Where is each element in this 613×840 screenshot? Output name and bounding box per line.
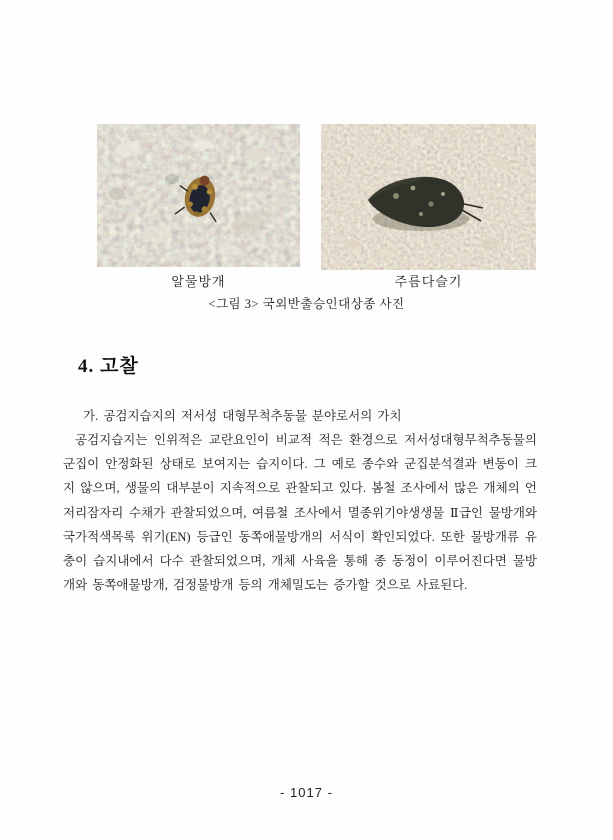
section-heading: 4. 고찰 [78,356,139,377]
snail-photo-graphic [321,124,536,270]
photo-snail [321,124,536,270]
photo-label-snail: 주름다슬기 [394,274,463,289]
beetle-photo-graphic [97,124,300,267]
discussion-paragraph: 공검지습지는 인위적은 교란요인이 비교적 적은 환경으로 저서성대형무척추동물의 군집이 안정화된 상태로 보여지는 습지이다. 그 예로 종수와 군집분석결과 변동이 크지 않으며, 생물의 대부분이 지속적으로 관찰되고 있다. 봄철 조사에서 많은 개체의 언저리잠자리 수채가 관찰되었으며, 여름철 조사에서 멸종위기야생생물 Ⅱ급인 물방개와 국가적색목록 위기(EN) 등급인 동쪽애물방개의 서식이 확인되었다. 또한 물방개류 유충이 습지내에서 다수 관찰되었으며, 개체 사육을 통해 종 동정이 이루어진다면 물방개와 동쪽애물방개, 검정물방개 등의 개체밀도는 증가할 것으로 사료된다. [63,433,537,593]
figure-caption: <그림 3> 국외반출승인대상종 사진 [208,297,405,311]
photo-beetle [97,124,300,267]
photo-label-beetle: 알물방개 [171,274,226,289]
discussion-subheading: 가. 공검지습지의 저서성 대형무척추동물 분야로서의 가치 [83,409,402,423]
page-number: - 1017 - [280,785,333,800]
